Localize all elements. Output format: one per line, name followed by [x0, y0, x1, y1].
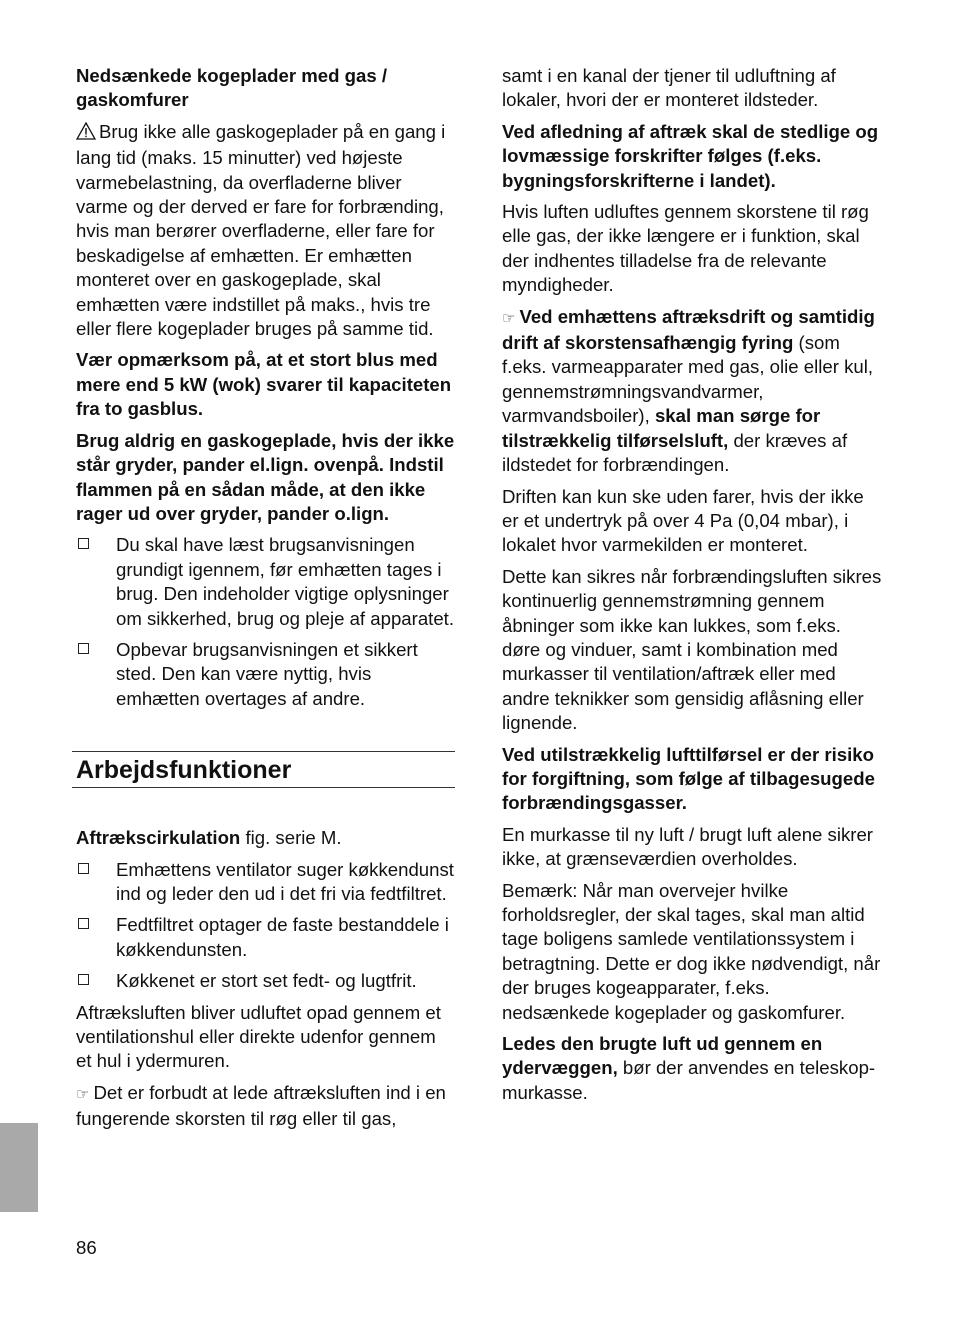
- list-item: [76, 913, 456, 962]
- no-empty-burner-note: Brug aldrig en gaskogeplade, hvis der ikke står gryder, pander el.lign. ovenpå. Indstil flammen på en sådan måde, at den ikke rager ud over gryder, pander o.lign.: [76, 429, 455, 524]
- note-plain-text: der kræves af ildstedet for forbrændingen.: [502, 429, 848, 476]
- continued-paragraph: samt i en kanal der tjener til udluftning af lokaler, hvori der er monteret ildsteder.: [502, 65, 836, 111]
- list-item-text: Du skal have læst brugsanvisningen grundigt igennem, før emhætten tages i brug. Den indeholder vigtige oplysninger om sikkerhed, brug og pleje af apparatet.: [116, 534, 454, 629]
- note-plain-text: (som f.eks. varmeapparater med gas, olie eller kul, gennemstrømningsvandvarmer, varmvandsboiler),: [502, 332, 874, 427]
- poisoning-risk-note: Ved utilstrækkelig lufttilførsel er der risiko for forgiftning, som følge af tilbagesugede forbrændingsgasser.: [502, 743, 875, 814]
- outer-wall-paragraph: [502, 1032, 882, 1105]
- checkbox-bullet-icon: [78, 863, 89, 874]
- checkbox-bullet-icon: [78, 538, 89, 549]
- left-column: [76, 64, 456, 1139]
- checkbox-bullet-icon: [78, 918, 89, 929]
- list-item: [76, 969, 456, 993]
- page-number: 86: [76, 1237, 97, 1258]
- pressure-paragraph: Driften kan kun ske uden farer, hvis der ikke er et undertryk på over 4 Pa (0,04 mbar), i lokalet hvor varmekilden er monteret.: [502, 485, 864, 556]
- section-title: Arbejdsfunktioner: [76, 756, 292, 785]
- remark-paragraph: Bemærk: Når man overvejer hvilke forholdsregler, der skal tages, skal man altid tage boligens samlede ventilationssystem i betragtning. Dette er dog ikke nødvendigt, når der bruges kogeapparater, f.eks. nedsænkede kogeplader og gaskomfurer.: [502, 879, 881, 1023]
- subsection-title: Aftrækscirkulation: [76, 827, 241, 849]
- warning-paragraph: [76, 120, 456, 342]
- list-item-text: Opbevar brugsanvisningen et sikkert sted. Den kan være nyttig, hvis emhætten overtages af andre.: [116, 638, 418, 709]
- pointing-hand-icon: ☞: [76, 1085, 90, 1103]
- regulations-note: Ved afledning af aftræk skal de stedlige og lovmæssige forskrifter følges (f.eks. bygningsforskrifterne i landet).: [502, 120, 879, 191]
- note-bold-text: skal man sørge for tilstrækkelig tilførselsluft,: [502, 405, 821, 451]
- pointing-hand-icon: ☞: [502, 309, 516, 327]
- list-item-text: Fedtfiltret optager de faste bestanddele i køkkendunsten.: [116, 914, 449, 960]
- wall-box-paragraph: En murkasse til ny luft / brugt luft alene sikrer ikke, at grænseværdien overholdes.: [502, 823, 873, 870]
- note-paragraph: [502, 305, 882, 478]
- exhaust-paragraph: Aftræksluften bliver udluftet opad gennem et ventilationshul eller direkte udenfor gennem et hul i ydermuren.: [76, 1001, 441, 1072]
- subsection-figure-ref: fig. serie M.: [240, 827, 342, 849]
- note-bold-text: Ved emhættens aftræksdrift og samtidig drift af skorstensafhængig fyring: [502, 305, 875, 354]
- section-heading: [72, 751, 455, 788]
- checkbox-bullet-icon: [78, 643, 89, 654]
- list-item: [76, 858, 456, 907]
- right-column: [502, 64, 882, 1112]
- list-item-text: Emhættens ventilator suger køkkendunst ind og leder den ud i det fri via fedtfiltret.: [116, 858, 454, 904]
- warning-text: Brug ikke alle gaskogeplader på en gang i lang tid (maks. 15 minutter) ved højeste varmebelastning, da overfladerne bliver varme og der derved er fare for forbrænding, hvis man berører overfladerne, eller fare for beskadigelse af emhætten. Er emhætten monteret over en gaskogeplade, skal emhætten være indstillet på maks., hvis tre eller flere kogeplader bruges på samme tid.: [76, 120, 446, 340]
- list-item: [76, 533, 456, 631]
- chimney-paragraph: Hvis luften udluftes gennem skorstene til røg elle gas, der ikke længere er i funktion, skal der indhentes tilladelse fra de relevante myndigheder.: [502, 201, 869, 296]
- note-text: Det er forbudt at lede aftræksluften ind i en fungerende skorsten til røg eller til gas,: [76, 1081, 446, 1130]
- wok-burner-note: Vær opmærksom på, at et stort blus med mere end 5 kW (wok) svarer til kapaciteten fra to gasblus.: [76, 349, 452, 420]
- checkbox-bullet-icon: [78, 974, 89, 985]
- note-paragraph: [76, 1081, 456, 1132]
- subsection-intro: [76, 826, 456, 850]
- outer-wall-plain: bør der anvendes en teleskop-murkasse.: [502, 1057, 876, 1103]
- list-item-text: Køkkenet er stort set fedt- og lugtfrit.: [116, 970, 417, 992]
- combustion-air-paragraph: Dette kan sikres når forbrændingsluften sikres kontinuerlig gennemstrømning gennem åbninger som ikke kan lukkes, som f.eks. døre og vinduer, samt i kombination med murkasser til ventilation/aftræk eller med andre teknikker som gensidig aflåsning eller lignende.: [502, 565, 882, 734]
- list-item: [76, 638, 456, 711]
- outer-wall-bold: Ledes den brugte luft ud gennem en ydervæggen,: [502, 1033, 823, 1079]
- chapter-tab: [0, 1123, 38, 1212]
- warning-icon: [76, 122, 96, 146]
- subheading-gas-hobs: Nedsænkede kogeplader med gas / gaskomfurer: [76, 65, 388, 111]
